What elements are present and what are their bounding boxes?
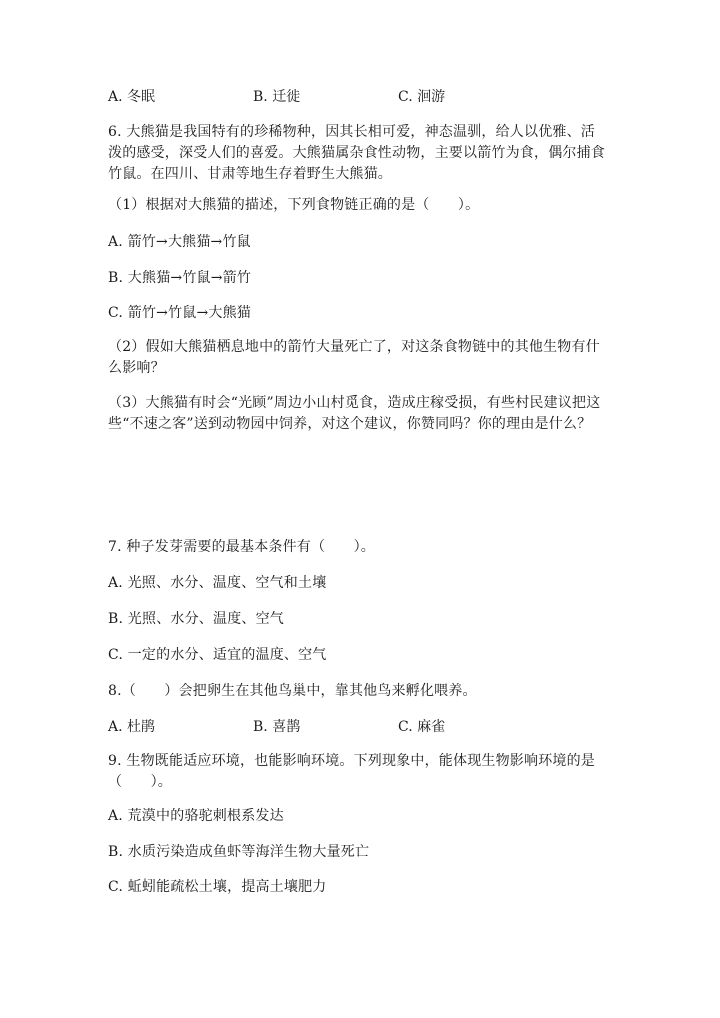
q6-sub3: （3）大熊猫有时会“光顾”周边小山村觅食，造成庄稼受损，有些村民建议把这些“不速之客”送到动物园中饲养，对这个建议，你赞同吗？你的理由是什么？ bbox=[108, 395, 601, 432]
q6-sub1-option-b: B. 大熊猫→竹鼠→箭竹 bbox=[108, 270, 252, 286]
q9-option-a: A. 荒漠中的骆驼刺根系发达 bbox=[108, 808, 284, 824]
q8-stem: 8.（ ）会把卵生在其他鸟巢中，靠其他鸟来孵化喂养。 bbox=[108, 683, 477, 699]
q9-option-b: B. 水质污染造成鱼虾等海洋生物大量死亡 bbox=[108, 844, 370, 860]
q7-option-b: B. 光照、水分、温度、空气 bbox=[108, 611, 284, 627]
q6-stem: 6. 大熊猫是我国特有的珍稀物种，因其长相可爱，神态温驯，给人以优雅、活泼的感受，深受人们的喜爱。大熊猫属杂食性动物，主要以箭竹为食，偶尔捕食竹鼠。在四川、甘肃等地生存着野生大熊猫。 bbox=[108, 124, 605, 182]
q8-option-c: C. 麻雀 bbox=[398, 719, 446, 735]
q7-option-a: A. 光照、水分、温度、空气和土壤 bbox=[108, 575, 327, 591]
q6-sub1-option-a: A. 箭竹→大熊猫→竹鼠 bbox=[108, 234, 251, 250]
q5-option-a: A. 冬眠 bbox=[108, 89, 156, 105]
q5-option-b: B. 迁徙 bbox=[253, 89, 301, 105]
q6-sub2: （2）假如大熊猫栖息地中的箭竹大量死亡了，对这条食物链中的其他生物有什么影响？ bbox=[108, 339, 600, 376]
q5-option-c: C. 洄游 bbox=[398, 89, 446, 105]
q9-option-c: C. 蚯蚓能疏松土壤，提高土壤肥力 bbox=[108, 879, 327, 895]
q6-sub1-option-c: C. 箭竹→竹鼠→大熊猫 bbox=[108, 305, 251, 321]
q8-option-b: B. 喜鹊 bbox=[253, 719, 301, 735]
q7-stem: 7. 种子发芽需要的最基本条件有（ ）。 bbox=[108, 539, 376, 555]
q7-option-c: C. 一定的水分、适宜的温度、空气 bbox=[108, 647, 327, 663]
q6-sub1: （1）根据对大熊猫的描述，下列食物链正确的是（ ）。 bbox=[108, 197, 480, 213]
q8-option-a: A. 杜鹃 bbox=[108, 719, 156, 735]
q9-stem: 9. 生物既能适应环境，也能影响环境。下列现象中，能体现生物影响环境的是（ ）。 bbox=[108, 753, 596, 790]
